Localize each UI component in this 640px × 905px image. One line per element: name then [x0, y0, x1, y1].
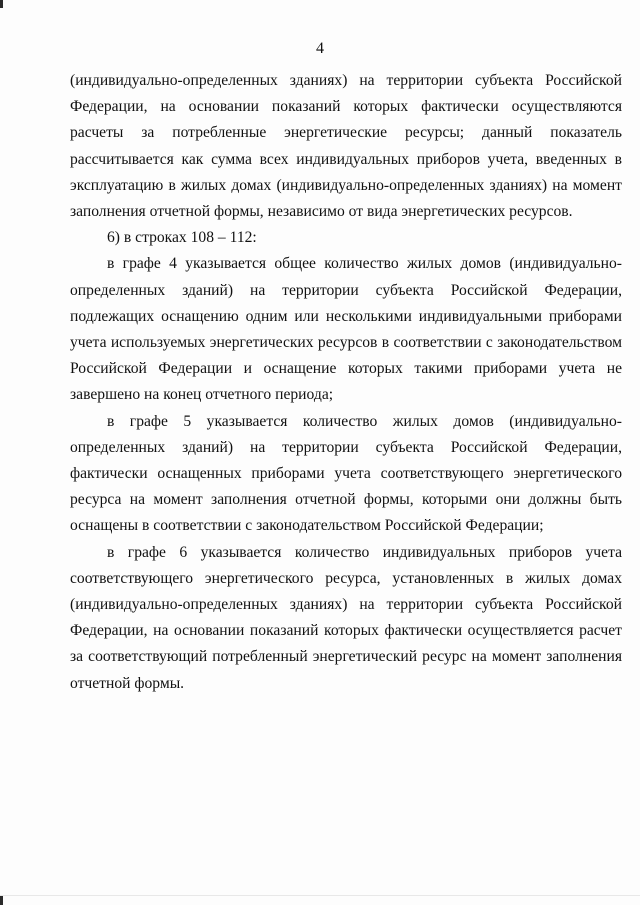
scan-edge-mark	[0, 895, 3, 905]
paragraph-column-4: в графе 4 указывается общее количество жилых домов (индивидуально-определенных зданий) на территории субъекта Российской Федерации, подлежащих оснащению одним или несколькими индивидуальными приборами учета используемых энергетических ресурсов в соответствии с законодательством Российской Федерации и оснащение которых такими приборами учета не завершено на конец отчетного периода;	[70, 255, 622, 404]
document-body	[70, 68, 622, 697]
paragraph-column-6: в графе 6 указывается количество индивидуальных приборов учета соответствующего энергетического ресурса, установленных в жилых домах (индивидуально-определенных зданиях) на территории субъекта Российской Федерации, на основании показаний которых фактически осуществляется расчет за соответствующий потребленный энергетический ресурс на момент заполнения отчетной формы.	[70, 543, 622, 692]
paragraph-continuation: (индивидуально-определенных зданиях) на территории субъекта Российской Федерации, на основании показаний которых фактически осуществляются расчеты за потребленные энергетические ресурсы; данный показатель рассчитывается как сумма всех индивидуальных приборов учета, введенных в эксплуатацию в жилых домах (индивидуально-определенных зданиях) на момент заполнения отчетной формы, независимо от вида энергетических ресурсов.	[70, 72, 622, 221]
scan-edge-mark	[0, 0, 3, 8]
page-number: 4	[316, 40, 324, 57]
paragraph-column-5: в графе 5 указывается количество жилых домов (индивидуально-определенных зданий) на территории субъекта Российской Федерации, фактически оснащенных приборами учета соответствующего энергетического ресурса на момент заполнения отчетной формы, которыми они должны быть оснащены в соответствии с законодательством Российской Федерации;	[70, 412, 622, 535]
section-subheader: 6) в строках 108 – 112:	[107, 229, 257, 247]
scan-artifact-line	[0, 895, 640, 896]
